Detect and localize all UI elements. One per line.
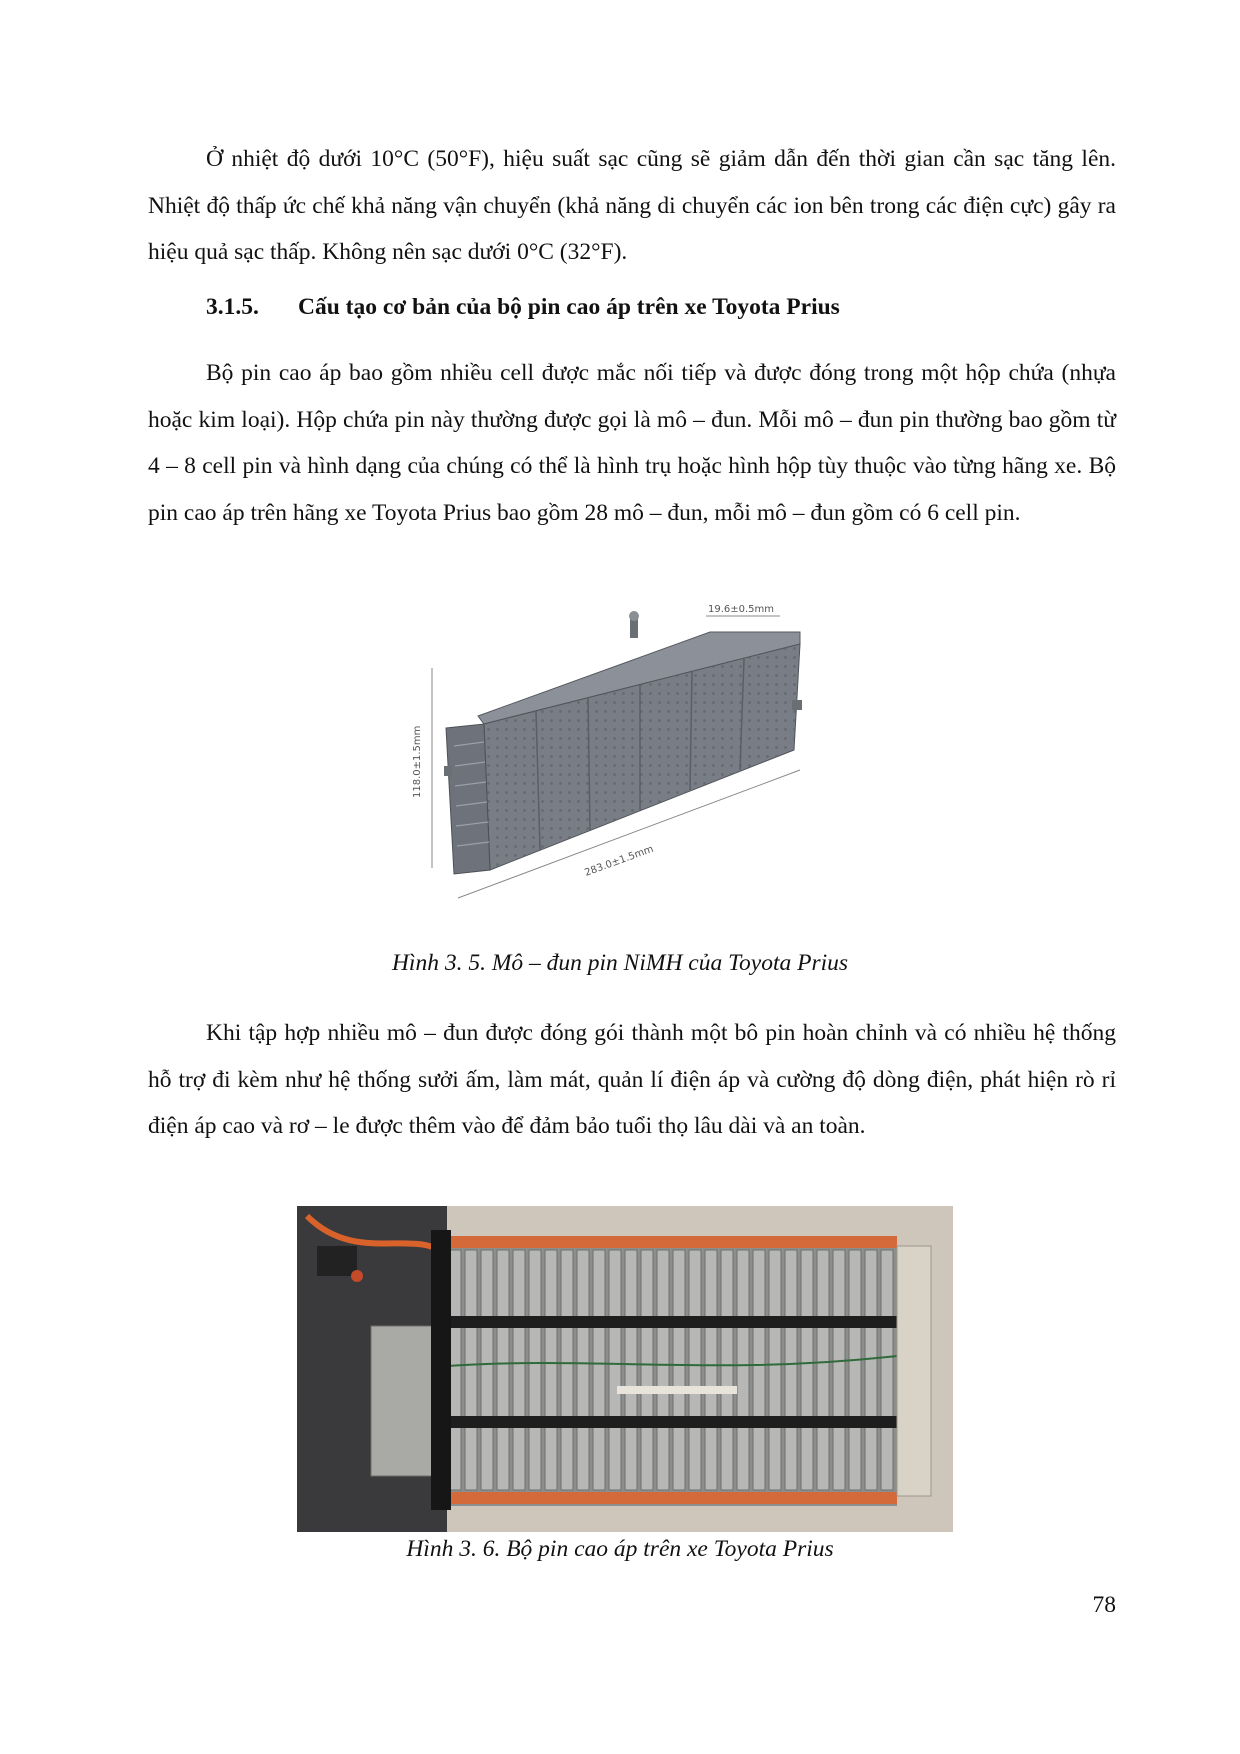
page-number: 78 [1092,1592,1116,1618]
figure-3-5-caption: Hình 3. 5. Mô – đun pin NiMH của Toyota Prius [391,950,849,976]
paragraph-battery-structure: Bộ pin cao áp bao gồm nhiều cell được mắc nối tiếp và được đóng trong một hộp chứa (nhựa hoặc kim loại). Hộp chứa pin này thường được gọi là mô – đun. Mỗi mô – đun pin thường bao gồm từ 4 – 8 cell pin và hình dạng của chúng có thể là hình trụ hoặc hình hộp tùy thuộc vào từng hãng xe. Bộ pin cao áp trên hãng xe Toyota Prius bao gồm 28 mô – đun, mỗi mô – đun gồm có 6 cell pin. [148,360,1116,526]
section-heading [206,294,840,321]
figure-3-6-caption: Hình 3. 6. Bộ pin cao áp trên xe Toyota Prius [406,1536,834,1562]
end-plate [897,1246,931,1496]
wire-harness-bottom [445,1416,915,1428]
top-bus-bar [447,1236,897,1248]
module-end-cap [446,724,490,874]
bottom-bus-bar [447,1492,897,1504]
section-title: Cấu tạo cơ bản của bộ pin cao áp trên xe Toyota Prius [298,294,840,320]
battery-pack-photo [297,1206,953,1532]
paragraph-charging-temperature: Ở nhiệt độ dưới 10°C (50°F), hiệu suất sạc cũng sẽ giảm dẫn đến thời gian cần sạc tăng lên. Nhiệt độ thấp ức chế khả năng vận chuyển (khả năng di chuyển các ion bên trong các điện cực) gây ra hiệu quả sạc thấp. Không nên sạc dưới 0°C (32°F). [148,146,1116,265]
thickness-dimension-label: 19.6±0.5mm [708,604,775,615]
height-dimension-label: 118.0±1.5mm [412,725,423,798]
length-dimension-label: 283.0±1.5mm [583,843,656,879]
wire-harness-top [445,1316,915,1328]
section-number: 3.1.5. [206,294,259,320]
nimh-module-figure [412,604,850,918]
paragraph-battery-pack-systems: Khi tập hợp nhiều mô – đun được đóng gói thành một bô pin hoàn chỉnh và có nhiều hệ thống hỗ trợ đi kèm như hệ thống sưởi ấm, làm mát, quản lí điện áp và cường độ dòng điện, phát hiện rò rỉ điện áp cao và rơ – le được thêm vào để đảm bảo tuổi thọ lâu dài và an toàn. [148,1020,1116,1139]
